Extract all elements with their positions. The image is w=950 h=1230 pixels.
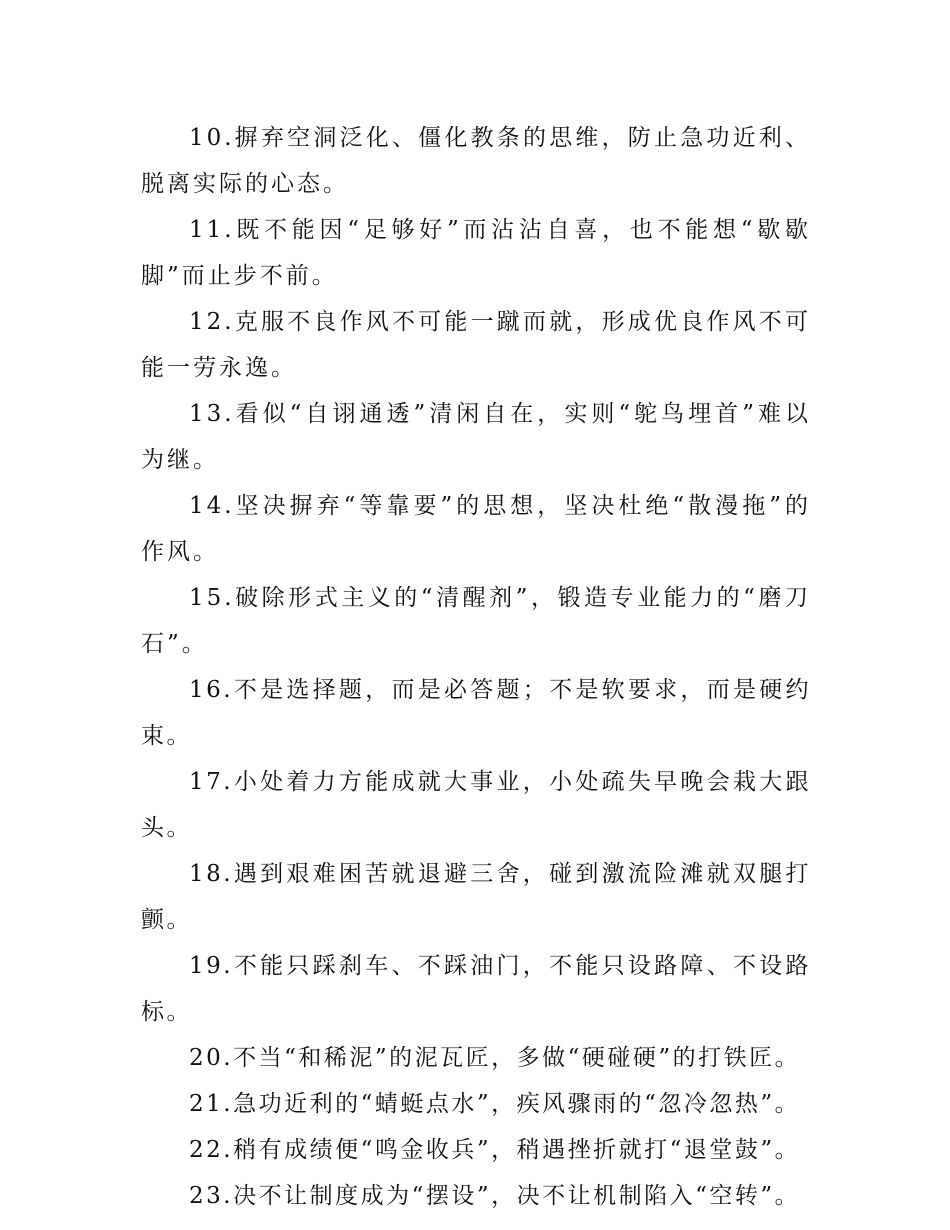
list-item: 20.不当“和稀泥”的泥瓦匠，多做“硬碰硬”的打铁匠。: [189, 1045, 801, 1071]
list-item: 22.稍有成绩便“鸣金收兵”，稍遇挫折就打“退堂鼓”。: [189, 1137, 801, 1163]
list-item: 17.小处着力方能成就大事业，小处疏失早晚会栽大跟头。: [141, 769, 811, 841]
list-item: 13.看似“自诩通透”清闲自在，实则“鸵鸟埋首”难以为继。: [141, 401, 811, 473]
document-body: [141, 115, 811, 1219]
list-item: 11.既不能因“足够好”而沾沾自喜，也不能想“歇歇脚”而止步不前。: [141, 217, 811, 289]
list-item: 12.克服不良作风不可能一蹴而就，形成优良作风不可能一劳永逸。: [141, 309, 811, 381]
list-item: 14.坚决摒弃“等靠要”的思想，坚决杜绝“散漫拖”的作风。: [141, 493, 811, 565]
list-item: 16.不是选择题，而是必答题；不是软要求，而是硬约束。: [141, 677, 811, 749]
list-item: 23.决不让制度成为“摆设”，决不让机制陷入“空转”。: [189, 1183, 801, 1209]
list-item: 21.急功近利的“蜻蜓点水”，疾风骤雨的“忽冷忽热”。: [189, 1091, 801, 1117]
list-item: 19.不能只踩刹车、不踩油门，不能只设路障、不设路标。: [141, 953, 811, 1025]
list-item: 18.遇到艰难困苦就退避三舍，碰到激流险滩就双腿打颤。: [141, 861, 811, 933]
list-item: 15.破除形式主义的“清醒剂”，锻造专业能力的“磨刀石”。: [141, 585, 811, 657]
list-item: 10.摒弃空洞泛化、僵化教条的思维，防止急功近利、脱离实际的心态。: [141, 125, 811, 197]
